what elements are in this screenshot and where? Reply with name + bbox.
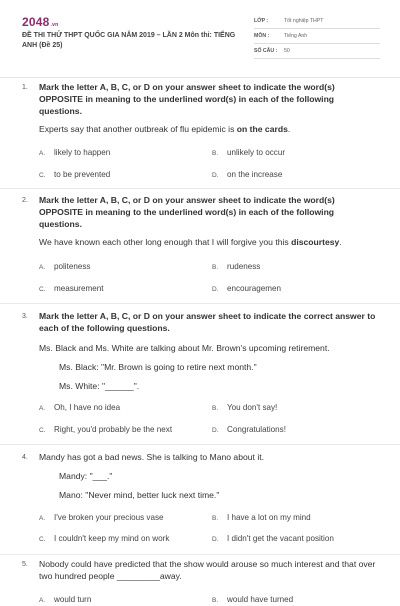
stem-text: We have known each other long enough that I will forgive you this <box>39 237 292 247</box>
dialogue-line: Ms. White: "______". <box>59 381 140 391</box>
meta-row-subject <box>254 30 380 44</box>
option-d[interactable] <box>212 425 377 436</box>
meta-label: SỐ CÂU : <box>254 48 278 54</box>
option-d[interactable] <box>212 284 377 295</box>
option-c[interactable] <box>39 425 204 436</box>
question-number: 4. <box>22 454 28 461</box>
site-logo[interactable] <box>22 14 58 30</box>
option-letter: D. <box>212 536 219 543</box>
option-text: I've broken your precious vase <box>54 513 164 522</box>
exam-title: ĐỀ THI THỬ THPT QUỐC GIA NĂM 2019 – LẦN 2 Môn thi: TIẾNG ANH (Đề 25) <box>22 32 236 49</box>
question-number: 5. <box>22 561 28 568</box>
option-text: rudeness <box>227 262 261 271</box>
meta-value: 50 <box>284 48 290 54</box>
option-text: measurement <box>54 284 104 293</box>
question-separator <box>0 554 400 555</box>
dialogue-line: Ms. Black: "Mr. Brown is going to retire next month." <box>59 362 257 372</box>
meta-value: Tiếng Anh <box>284 33 308 39</box>
option-text: to be prevented <box>54 170 111 179</box>
option-letter: C. <box>39 172 46 179</box>
meta-row-question-count <box>254 45 380 59</box>
option-b[interactable] <box>212 262 377 273</box>
question-number: 2. <box>22 197 28 204</box>
option-c[interactable] <box>39 284 204 295</box>
header-divider <box>0 77 400 78</box>
question-separator <box>0 303 400 304</box>
option-letter: A. <box>39 597 46 604</box>
option-text: politeness <box>54 262 91 271</box>
option-text: unlikely to occur <box>227 148 286 157</box>
meta-label: MÔN : <box>254 33 270 39</box>
option-letter: A. <box>39 264 46 271</box>
option-text: I couldn't keep my mind on work <box>54 534 170 543</box>
stem-emphasis: discourtesy <box>291 237 340 247</box>
question-instruction: Mark the letter A, B, C, or D on your answer sheet to indicate the correct answer to each of the following questions. <box>39 311 376 333</box>
logo-suffix: .vn <box>50 22 59 28</box>
meta-value: Tốt nghiệp THPT <box>284 18 324 24</box>
question-stem: Ms. Black and Ms. White are talking about Mr. Brown's upcoming retirement. <box>39 343 330 353</box>
option-text: would have turned <box>227 595 294 604</box>
option-c[interactable] <box>39 534 204 545</box>
option-c[interactable] <box>39 170 204 181</box>
option-a[interactable] <box>39 262 204 273</box>
option-text: You don't say! <box>227 403 278 412</box>
question-number: 1. <box>22 84 28 91</box>
option-a[interactable] <box>39 595 204 606</box>
option-letter: B. <box>212 264 219 271</box>
option-letter: C. <box>39 536 46 543</box>
option-letter: C. <box>39 427 46 434</box>
option-letter: D. <box>212 286 219 293</box>
option-letter: B. <box>212 597 219 604</box>
question-instruction: Mark the letter A, B, C, or D on your answer sheet to indicate the word(s) OPPOSITE in meaning to the underlined word(s) in each of the following questions. <box>39 82 335 116</box>
option-letter: B. <box>212 150 219 157</box>
option-letter: A. <box>39 150 46 157</box>
dialogue-line: Mandy: "___." <box>59 471 113 481</box>
option-d[interactable] <box>212 170 377 181</box>
question-separator <box>0 444 400 445</box>
option-d[interactable] <box>212 534 377 545</box>
option-letter: B. <box>212 405 219 412</box>
question-separator <box>0 188 400 189</box>
logo-text: 2048 <box>22 15 50 29</box>
dialogue-line: Mano: "Never mind, better luck next time." <box>59 490 220 500</box>
option-letter: D. <box>212 427 219 434</box>
question-stem: Nobody could have predicted that the show would arouse so much interest and that over two hundred people _________away. <box>39 559 376 581</box>
option-b[interactable] <box>212 595 377 606</box>
meta-row-class <box>254 15 380 29</box>
option-letter: A. <box>39 515 46 522</box>
stem-text-end: . <box>287 124 291 134</box>
option-text: I didn't get the vacant position <box>227 534 334 543</box>
stem-emphasis: on the cards <box>236 124 288 134</box>
question-stem: Mandy has got a bad news. She is talking to Mano about it. <box>39 452 265 462</box>
stem-text: Experts say that another outbreak of flu epidemic is <box>39 124 237 134</box>
option-text: I have a lot on my mind <box>227 513 311 522</box>
stem-text-end: . <box>339 237 342 247</box>
option-text: on the increase <box>227 170 283 179</box>
option-a[interactable] <box>39 513 204 524</box>
option-a[interactable] <box>39 403 204 414</box>
option-letter: C. <box>39 286 46 293</box>
option-text: likely to happen <box>54 148 111 157</box>
option-letter: B. <box>212 515 219 522</box>
option-text: Oh, I have no idea <box>54 403 121 412</box>
option-text: Right, you'd probably be the next <box>54 425 173 434</box>
question-number: 3. <box>22 313 28 320</box>
question-stem <box>39 124 379 136</box>
option-b[interactable] <box>212 148 377 159</box>
option-b[interactable] <box>212 513 377 524</box>
option-text: encouragemen <box>227 284 281 293</box>
option-text: Congratulations! <box>227 425 286 434</box>
question-stem <box>39 237 379 249</box>
option-letter: D. <box>212 172 219 179</box>
option-letter: A. <box>39 405 46 412</box>
exam-header <box>0 0 400 74</box>
meta-label: LỚP : <box>254 18 269 24</box>
option-text: would turn <box>54 595 92 604</box>
option-b[interactable] <box>212 403 377 414</box>
question-instruction: Mark the letter A, B, C, or D on your answer sheet to indicate the word(s) OPPOSITE in meaning to the underlined word(s) in each of the following questions. <box>39 195 335 229</box>
option-a[interactable] <box>39 148 204 159</box>
